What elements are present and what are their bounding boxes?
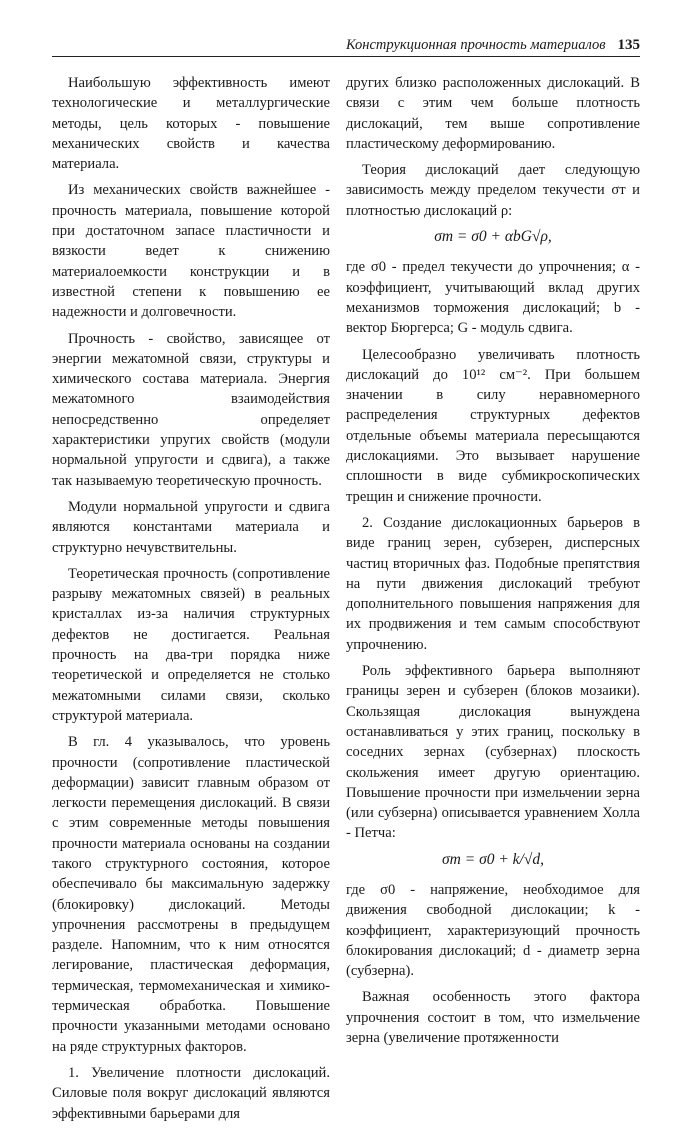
left-column xyxy=(52,73,330,1130)
paragraph: В гл. 4 указывалось, что уровень прочности (сопротивление пластической деформации) зависит главным образом от легкости перемещения дислокаций. В связи с этим современные методы повышения прочности материала основаны на создании такого структурного состояния, которое обеспечивало бы максимальную задержку (блокировку) дислокаций. Методы упрочнения рассмотрены в предыдущем разделе. Напомним, что к ним относятся легирование, пластическая деформация, термическая, термомеханическая и химико-термическая обработка. Повышение прочности указанными методами основано на ряде структурных факторов. xyxy=(52,734,330,1055)
right-column xyxy=(346,73,640,1054)
paragraph: Теоретическая прочность (сопротивление разрыву межатомных связей) в реальных кристаллах из-за наличия структурных дефектов не достигается. Реальная прочность на два-три порядка ниже теоретической и определяется не столько межатомными силами связи, сколько структурой материала. xyxy=(52,565,330,724)
paragraph: Из механических свойств важнейшее - прочность материала, повышение которой при достаточном запасе пластичности и вязкости ведет к снижению материалоемкости конструкции и в известной степени к повышению ее надежности и долговечности. xyxy=(52,182,330,321)
page-header xyxy=(52,30,640,57)
paragraph: Модули нормальной упругости и сдвига являются константами материала и структурно нечувствительны. xyxy=(52,498,330,556)
formula-dislocation-density: σт = σ0 + αbG√ρ, xyxy=(434,228,552,246)
paragraph: 1. Увеличение плотности дислокаций. Силовые поля вокруг дислокаций являются эффективными барьерами для xyxy=(52,1064,330,1122)
paragraph: 2. Создание дислокационных барьеров в виде границ зерен, субзерен, дисперсных частиц вторичных фаз. Подобные препятствия на пути движения дислокаций требуют дополнительного повышения напряжения для их продвижения и тем самым способствуют упрочнению. xyxy=(346,514,640,653)
paragraph: Прочность - свойство, зависящее от энергии межатомной связи, структуры и химического состава материала. Энергия межатомного взаимодействия непосредственно определяет характеристики упругих свойств (модули нормальной упругости и сдвига), а также так называемую теоретическую прочность. xyxy=(52,330,330,489)
paragraph: где σ0 - напряжение, необходимое для движения свободной дислокации; k - коэффициент, характеризующий прочность блокирования дислокаций; d - диаметр зерна (субзерна). xyxy=(346,881,640,980)
paragraph: Целесообразно увеличивать плотность дислокаций до 10¹² см⁻². При большем значении в силу неравномерного распределения структурных дефектов отдельные объемы материала пересыщаются дислокациями. Это вызывает нарушение сплошности в виде субмикроскопических трещин и снижение прочности. xyxy=(346,346,640,505)
paragraph: других близко расположенных дислокаций. В связи с этим чем больше плотность дислокаций, тем выше сопротивление пластическому деформированию. xyxy=(346,75,640,152)
paragraph: Важная особенность этого фактора упрочнения состоит в том, что измельчение зерна (увеличение протяженности xyxy=(346,989,640,1047)
paragraph: Наибольшую эффективность имеют технологические и металлургические методы, цель которых - повышение механических свойств и качества материала. xyxy=(52,75,330,173)
paragraph: Теория дислокаций дает следующую зависимость между пределом текучести σт и плотностью дислокаций ρ: xyxy=(346,162,640,219)
formula-hall-petch: σт = σ0 + k/√d, xyxy=(442,850,544,868)
paragraph: Роль эффективного барьера выполняют границы зерен и субзерен (блоков мозаики). Скользящая дислокация вынуждена останавливаться у этих границ, поскольку в соседних зернах (субзернах) плоскость скольжения имеет другую ориентацию. Повышение прочности при измельчении зерна (или субзерна) описывается уравнением Холла - Петча: xyxy=(346,663,640,842)
page-number: 135 xyxy=(617,37,640,53)
paragraph: где σ0 - предел текучести до упрочнения; α - коэффициент, учитывающий вклад других механизмов торможения дислокаций; b - вектор Бюргерса; G - модуль сдвига. xyxy=(346,259,640,337)
running-title: Конструкционная прочность материалов xyxy=(345,37,606,53)
